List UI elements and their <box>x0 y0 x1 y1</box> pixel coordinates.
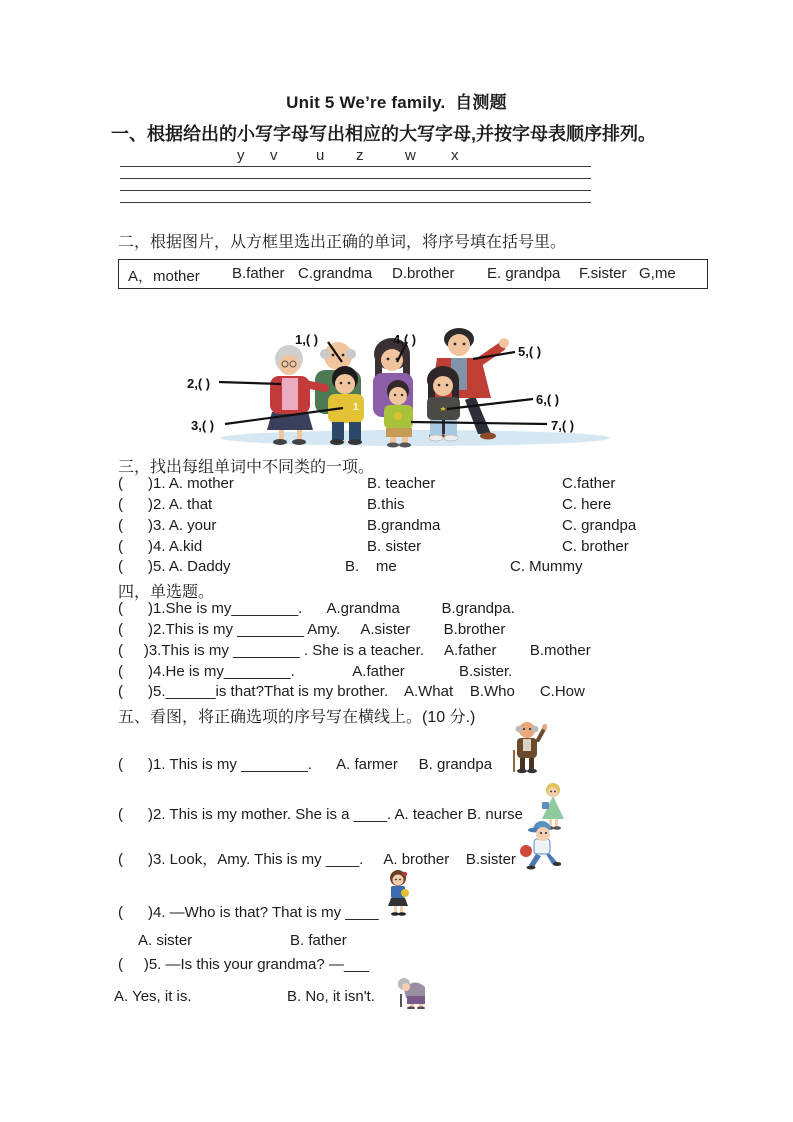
figure-label-2: 2,( ) <box>187 376 211 391</box>
s3-row5-a: ( )5. A. Daddy <box>118 558 231 575</box>
s5-q4-option-a: A. sister <box>138 932 193 949</box>
s3-row3-c: C. grandpa <box>562 517 637 534</box>
letter-v: v <box>270 147 278 164</box>
section4-heading: 四，单选题。 <box>118 584 215 601</box>
option-f-sister: F.sister <box>579 265 627 282</box>
s4-question-2: ( )2.This is my ________ Amy. A.sister B.brother <box>118 621 506 638</box>
s3-row4-b: B. sister <box>367 538 422 555</box>
s5-question-4: ( )4. —Who is that? That is my ____ <box>118 904 379 921</box>
word-box <box>118 259 708 289</box>
section1-heading: 一、根据给出的小写字母写出相应的大写字母,并按字母表顺序排列。 <box>111 124 656 144</box>
s5-question-1: ( )1. This is my ________. A. farmer B. grandpa <box>118 756 493 773</box>
option-g-me: G,me <box>639 265 676 282</box>
writing-line-1 <box>120 166 591 167</box>
writing-line-2 <box>120 178 591 179</box>
s4-question-3: ( )3.This is my ________ . She is a teacher. A.father B.mother <box>118 642 591 659</box>
figure-label-3: 3,( ) <box>191 418 215 433</box>
grandma-elderly-image <box>394 972 434 1009</box>
option-b-father: B.father <box>232 265 285 282</box>
section5-heading: 五、看图，将正确选项的序号写在横线上。(10 分.) <box>118 709 476 726</box>
s4-question-1: ( )1.She is my________. A.grandma B.grandpa. <box>118 600 515 617</box>
grandpa-with-cane-image <box>507 720 547 774</box>
boy-with-ball-image <box>517 820 561 870</box>
s3-row4-c: C. brother <box>562 538 629 555</box>
s3-row2-a: ( )2. A. that <box>118 496 213 513</box>
writing-line-4 <box>120 202 591 203</box>
s5-q5-option-b: B. No, it isn't. <box>287 988 375 1005</box>
s5-question-3: ( )3. Look，Amy. This is my ____. A. brother B.sister <box>118 851 516 868</box>
svg-text:1: 1 <box>353 402 359 413</box>
option-e-grandpa: E. grandpa <box>487 265 561 282</box>
figure-label-7: 7,( ) <box>551 418 575 433</box>
s3-row5-c: C. Mummy <box>510 558 583 575</box>
family-illustration <box>185 326 615 448</box>
s3-row3-b: B.grandma <box>367 517 441 534</box>
s5-question-5: ( )5. —Is this your grandma? —___ <box>118 956 369 973</box>
letter-x: x <box>451 147 459 164</box>
figure-label-6: 6,( ) <box>536 392 560 407</box>
s5-q5-option-a: A. Yes, it is. <box>114 988 192 1005</box>
figure-label-4: 4,( ) <box>393 332 417 347</box>
s4-question-4: ( )4.He is my________. A.father B.sister. <box>118 663 513 680</box>
section3-heading: 三，找出每组单词中不同类的一项。 <box>118 459 375 476</box>
option-a-mother: A，mother <box>128 268 200 285</box>
option-d-brother: D.brother <box>392 265 455 282</box>
s3-row2-c: C. here <box>562 496 612 513</box>
letter-y: y <box>237 147 245 164</box>
s3-row2-b: B.this <box>367 496 405 513</box>
s4-question-5: ( )5.______is that?That is my brother. A.What B.Who C.How <box>118 683 585 700</box>
s3-row4-a: ( )4. A.kid <box>118 538 203 555</box>
letter-u: u <box>316 147 325 164</box>
figure-label-1: 1,( ) <box>295 332 319 347</box>
s3-row5-b: B. me <box>345 558 397 575</box>
girl-student-image <box>382 869 415 916</box>
writing-line-3 <box>120 190 591 191</box>
s3-row1-c: C.father <box>562 475 616 492</box>
s3-row3-a: ( )3. A. your <box>118 517 217 534</box>
s3-row1-a: ( )1. A. mother <box>118 475 234 492</box>
s5-q4-option-b: B. father <box>290 932 347 949</box>
page-title: Unit 5 We’re family. 自测题 <box>286 93 507 112</box>
section2-heading: 二，根据图片，从方框里选出正确的单词，将序号填在括号里。 <box>118 234 567 251</box>
letter-w: w <box>405 147 416 164</box>
s5-question-2: ( )2. This is my mother. She is a ____. A. teacher B. nurse <box>118 806 523 823</box>
figure-label-5: 5,( ) <box>518 344 542 359</box>
option-c-grandma: C.grandma <box>298 265 373 282</box>
letter-z: z <box>356 147 364 164</box>
s3-row1-b: B. teacher <box>367 475 436 492</box>
